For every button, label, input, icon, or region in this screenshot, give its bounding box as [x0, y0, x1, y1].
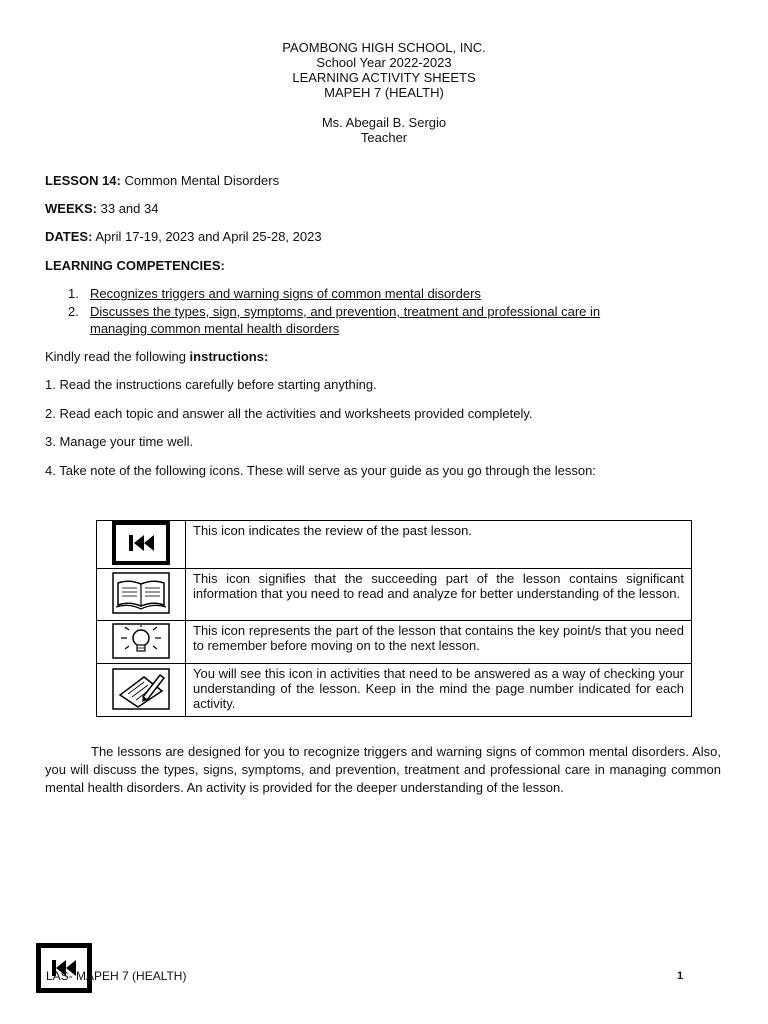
icon-legend-table — [96, 520, 692, 717]
icon-cell — [97, 521, 186, 569]
open-book-icon — [110, 571, 172, 615]
icon-cell — [97, 664, 186, 717]
icon-description: This icon signifies that the succeeding part of the lesson contains significant information that you need to read and analyze for better understanding of the lesson. — [186, 569, 692, 621]
weeks-value: 33 and 34 — [100, 201, 159, 216]
school-name: PAOMBONG HIGH SCHOOL, INC. — [282, 40, 486, 55]
icon-description: You will see this icon in activities that need to be answered as a way of checking your understanding of the lesson. Keep in the mind the page number indicated for each activity. — [186, 664, 692, 717]
page-number: 1 — [677, 970, 684, 982]
pencil-paper-icon — [110, 667, 172, 711]
teacher-role: Teacher — [360, 130, 408, 145]
instruction-step: 2. Read each topic and answer all the activities and worksheets provided completely. — [45, 406, 533, 421]
review-icon — [36, 943, 92, 993]
icon-legend-row — [97, 621, 692, 664]
icon-legend-row — [97, 664, 692, 717]
dates-value: April 17-19, 2023 and April 25-28, 2023 — [95, 229, 322, 244]
competency-text: Recognizes triggers and warning signs of common mental disorders — [90, 286, 481, 301]
weeks-label: WEEKS: — [45, 201, 97, 216]
instruction-step: 4. Take note of the following icons. These will serve as your guide as you go through the lesson: — [45, 463, 596, 478]
footer-label: LAS- MAPEH 7 (HEALTH) — [46, 969, 187, 983]
competencies-heading: LEARNING COMPETENCIES: — [45, 258, 225, 273]
review-icon — [112, 521, 170, 565]
teacher-block — [0, 115, 768, 145]
instructions-bold: instructions: — [189, 349, 269, 364]
lightbulb-icon — [110, 622, 172, 660]
icon-legend-row — [97, 569, 692, 621]
competency-text-continued: managing common mental health disorders — [90, 321, 340, 336]
icon-cell — [97, 569, 186, 621]
dates-label: DATES: — [45, 229, 93, 244]
subject-title: MAPEH 7 (HEALTH) — [324, 85, 444, 100]
competency-text: Discusses the types, sign, symptoms, and prevention, treatment and professional care in — [90, 304, 601, 319]
teacher-name: Ms. Abegail B. Sergio — [321, 115, 447, 130]
competency-number: 2. — [68, 304, 79, 319]
icon-description: This icon represents the part of the lesson that contains the key point/s that you need to remember before moving on to the next lesson. — [186, 621, 692, 664]
document-header — [0, 40, 768, 100]
document-title: LEARNING ACTIVITY SHEETS — [292, 70, 476, 85]
instructions-intro: Kindly read the following instructions: — [45, 349, 269, 364]
weeks-line — [45, 201, 158, 216]
dates-line — [45, 229, 322, 244]
school-year: School Year 2022-2023 — [316, 55, 452, 70]
icon-description: This icon indicates the review of the past lesson. — [186, 521, 692, 569]
lesson-label: LESSON 14: — [45, 173, 121, 188]
icon-cell — [97, 621, 186, 664]
competency-number: 1. — [68, 286, 79, 301]
instruction-step: 3. Manage your time well. — [45, 434, 194, 449]
icon-legend-row — [97, 521, 692, 569]
lesson-line — [45, 173, 279, 188]
intro-paragraph: The lessons are designed for you to recognize triggers and warning signs of common mental disorders. Also, you will discuss the types, signs, symptoms, and prevention, treatment and professional care in managing common mental health disorders. An activity is provided for the deeper understanding of the lesson. — [45, 744, 721, 795]
lesson-value: Common Mental Disorders — [124, 173, 280, 188]
instruction-step: 1. Read the instructions carefully before starting anything. — [45, 377, 377, 392]
